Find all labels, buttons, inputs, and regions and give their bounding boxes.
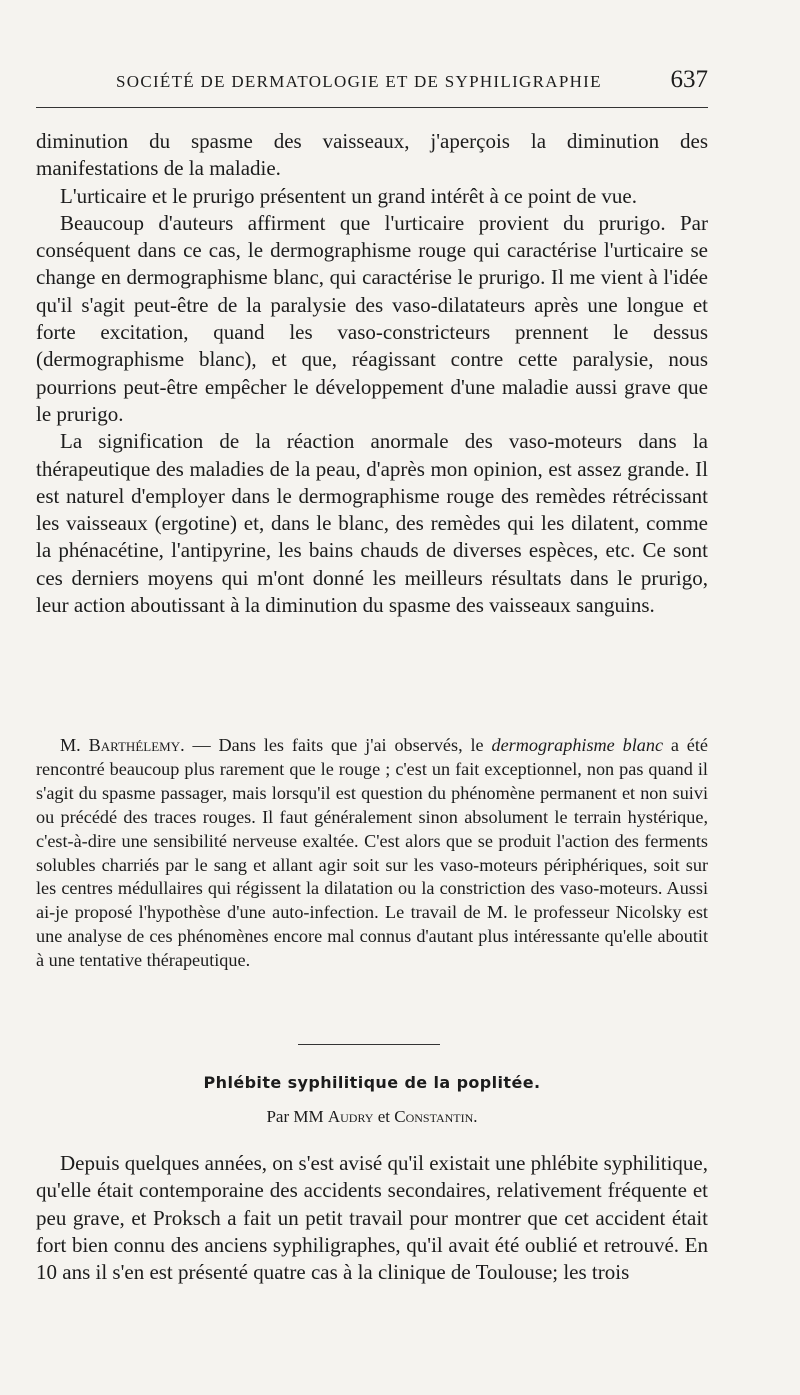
discussion-paragraph [36, 734, 708, 973]
paragraph: Beaucoup d'auteurs affirment que l'urticaire provient du prurigo. Par conséquent dans ce cas, le dermographisme rouge qui caractérise l'urticaire se change en dermographisme blanc, qui caractérise le prurigo. Il me vient à l'idée qu'il s'agit peut-être de la paralysie des vaso-dilatateurs après une longue et forte excitation, quand les vaso-constricteurs prennent le dessus (dermographisme blanc), et que, réagissant contre cette paralysie, nous pourrions peut-être empêcher le développement d'une maladie aussi grave que le prurigo. [36, 210, 708, 426]
paragraph: L'urticaire et le prurigo présentent un grand intérêt à ce point de vue. [60, 183, 637, 208]
paragraph: Depuis quelques années, on s'est avisé qu'il existait une phlébite syphilitique, qu'elle était contemporaine des accidents secondaires, relativement fréquente et peu grave, et Proksch a fait un petit travail pour montrer que cet accident était fort bien connu des anciens syphiligraphes, qu'il avait été oublié et retrouvé. En 10 ans il s'en est présenté quatre cas à la clinique de Toulouse; les trois [36, 1151, 708, 1285]
section-divider [298, 1044, 440, 1045]
page-number: 637 [670, 66, 708, 93]
header-rule [36, 107, 708, 108]
author-name: Audry [327, 1107, 374, 1126]
running-head [36, 66, 708, 96]
speaker-name: Barthélemy. [88, 735, 185, 755]
speaker-dash: — [184, 735, 219, 755]
byline-prefix: Par MM [266, 1107, 328, 1126]
discussion-emphasis: dermographisme blanc [491, 735, 664, 755]
paragraph: La signification de la réaction anormale des vaso-moteurs dans la thérapeutique des maladies de la peau, d'après mon opinion, est assez grande. Il est naturel d'employer dans le dermographisme rouge des remèdes rétrécissant les vaisseaux (ergotine) et, dans le blanc, des remèdes qui les dilatent, comme la phénacétine, l'antipyrine, les bains chauds de diverses espèces, etc. Ce sont ces derniers moyens qui m'ont donné les meilleurs résultats dans le prurigo, leur action aboutissant à la diminution du spasme des vaisseaux sanguins. [36, 429, 708, 618]
speaker-prefix: M. [60, 735, 89, 755]
section-title: Phlébite syphilitique de la poplitée. [203, 1073, 541, 1092]
section-body [36, 1150, 708, 1286]
paragraph: diminution du spasme des vaisseaux, j'aperçois la diminution des manifestations de la maladie. [36, 129, 708, 181]
byline [36, 1107, 708, 1127]
body-text [36, 128, 708, 619]
byline-conjunction: et [373, 1107, 395, 1126]
discussion-text: a été rencontré beaucoup plus rarement que le rouge ; c'est un fait exceptionnel, non pas quand il s'agit du spasme passager, mais lorsqu'il est question du phénomène permanent et non suivi ou précédé des traces rouges. Il faut généralement sinon absolument le terrain hystérique, c'est-à-dire une sensibilité nerveuse exaltée. C'est alors que se produit l'action des ferments solubles charriés par le sang et allant agir soit sur les vaso-moteurs périphériques, soit sur les centres médullaires qui régissent la dilatation ou la constriction des vaso-moteurs. Aussi ai-je proposé l'hypothèse d'une auto-infection. Le travail de M. le professeur Nicolsky est une analyse de ces phénomènes encore mal connus d'autant plus intéressante qu'elle aboutit à une tentative thérapeutique. [36, 735, 709, 971]
discussion-text: Dans les faits que j'ai observés, le [218, 735, 492, 755]
discussion-remark [36, 734, 708, 973]
running-title: SOCIÉTÉ DE DERMATOLOGIE ET DE SYPHILIGRAPHIE [116, 72, 602, 91]
author-name: Constantin. [394, 1107, 478, 1126]
